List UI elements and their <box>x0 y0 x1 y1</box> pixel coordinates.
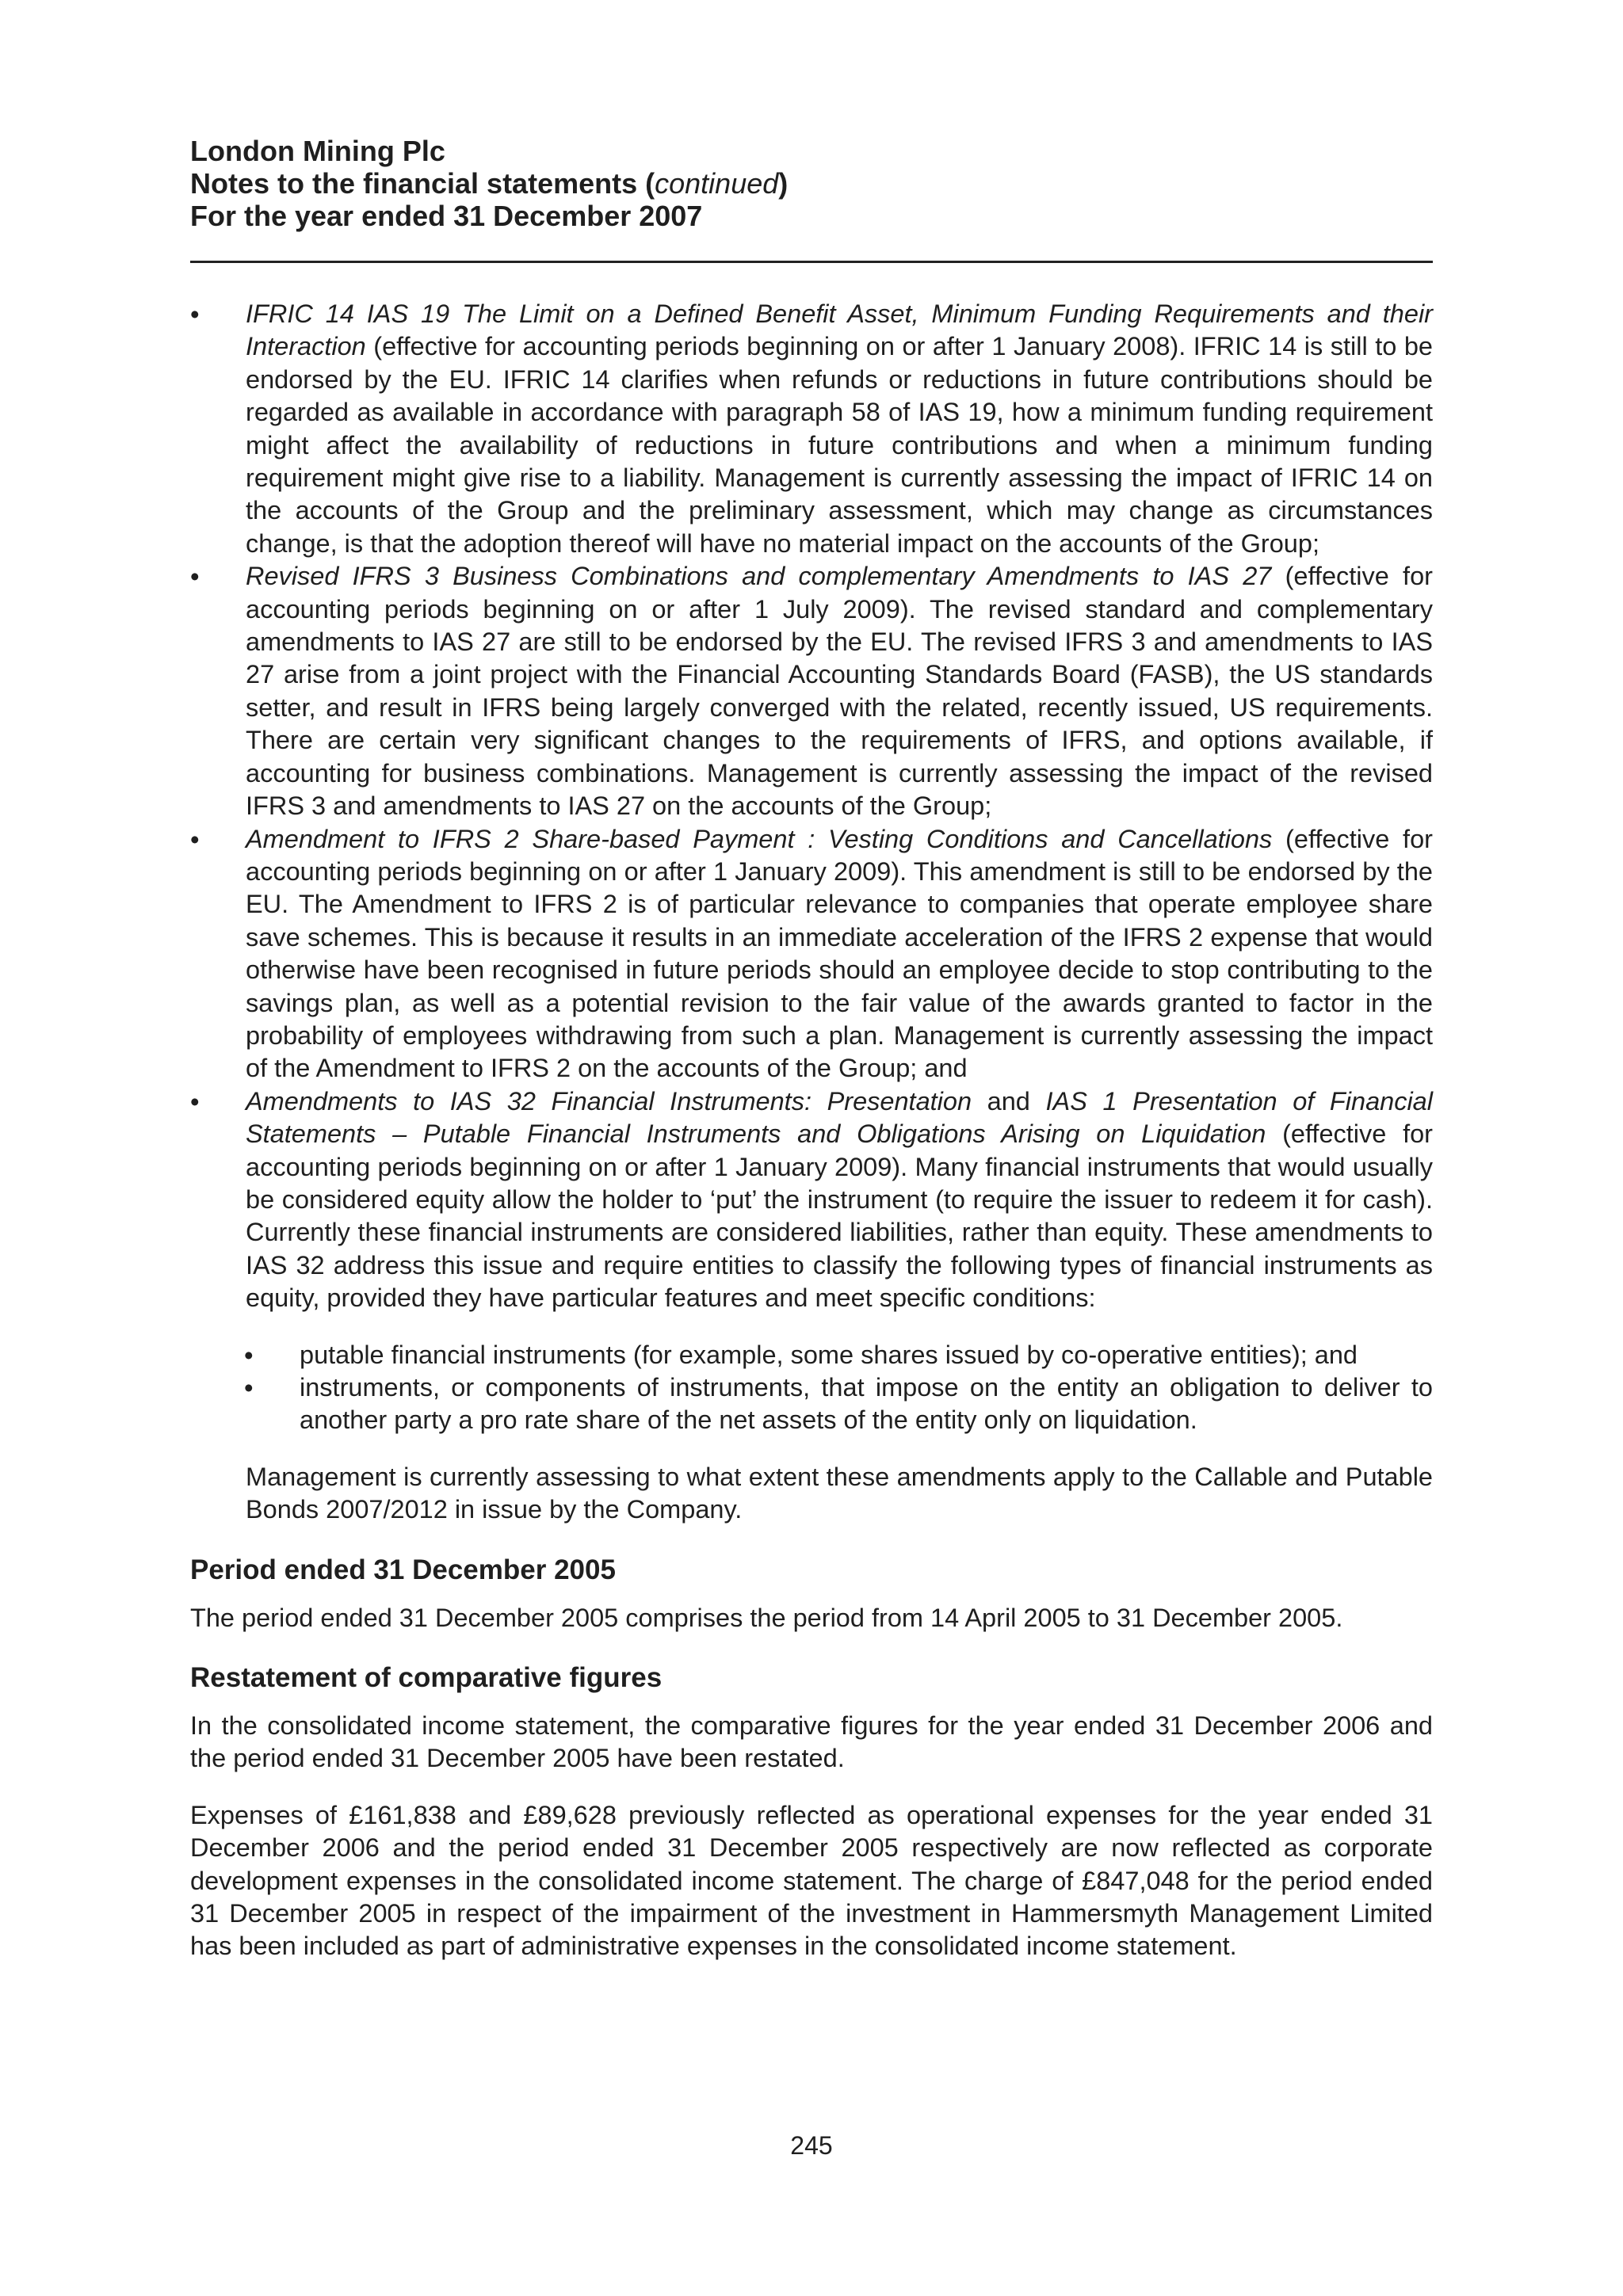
bullet-body: (effective for accounting periods beginning on or after 1 January 2009). This amendment is still to be endorsed by the EU. The Amendment to IFRS 2 is of particular relevance to companies that operate employee share save schemes. This is because it results in an immediate acceleration of the IFRS 2 expense that would otherwise have been recognised in future periods should an employee decide to stop contributing to the savings plan, as well as a potential revision to the fair value of the awards granted to factor in the probability of employees withdrawing from such a plan. Management is currently assessing the impact of the Amendment to IFRS 2 on the accounts of the Group; and <box>246 824 1433 1083</box>
section-period-body <box>190 1602 1433 1634</box>
page-number: 245 <box>790 2131 833 2160</box>
sub-bullet-item: • putable financial instruments (for example, some shares issued by co-operative entities); and <box>190 1339 1433 1371</box>
bullet-title-2: IAS 1 Presentation of Financial Statements – Putable Financial Instruments and Obligations Arising on Liquidation <box>246 1086 1433 1149</box>
bullet-body: (effective for accounting periods beginning on or after 1 January 2009). Many financial instruments that would usually be considered equity allow the holder to ‘put’ the instrument (to require the issuer to redeem it for cash). Currently these financial instruments are considered liabilities, rather than equity. These amendments to IAS 32 address this issue and require entities to classify the following types of financial instruments as equity, provided they have particular features and meet specific conditions: <box>246 1119 1433 1313</box>
standards-bullet-list <box>190 298 1433 1315</box>
bullet-ifrs-3 <box>190 560 1433 822</box>
section-restatement-body <box>190 1710 1433 1963</box>
sub-bullet-item: • instruments, or components of instruments, that impose on the entity an obligation to deliver to another party a pro rate share of the net assets of the entity only on liquidation. <box>190 1371 1433 1437</box>
bullet-title: Amendments to IAS 32 Financial Instruments: Presentation <box>246 1086 972 1116</box>
bullet-title: IFRIC 14 IAS 19 The Limit on a Defined Benefit Asset, Minimum Funding Requirements and their Interaction <box>246 299 1433 361</box>
paragraph: The period ended 31 December 2005 comprises the period from 14 April 2005 to 31 December 2005. <box>190 1603 1343 1632</box>
paragraph: In the consolidated income statement, the comparative figures for the year ended 31 December 2006 and the period ended 31 December 2005 have been restated. <box>190 1711 1433 1773</box>
notes-title: Notes to the financial statements (continued) <box>190 167 789 200</box>
company-name: London Mining Plc <box>190 135 445 167</box>
section-heading-restatement: Restatement of comparative figures <box>190 1662 663 1694</box>
header-divider <box>190 261 1433 263</box>
bullet-and: and <box>972 1086 1046 1116</box>
notes-title-text: Notes to the financial statements <box>190 167 638 200</box>
bullet-ias-32 <box>190 1085 1433 1315</box>
continued-label: continued <box>655 167 779 200</box>
document-page <box>190 135 1433 1987</box>
bullet-ifric-14 <box>190 298 1433 560</box>
bullet-title: Amendment to IFRS 2 Share-based Payment : Vesting Conditions and Cancellations <box>246 824 1273 853</box>
bullet-ifrs-2 <box>190 823 1433 1085</box>
bullet-title: Revised IFRS 3 Business Combinations and complementary Amendments to IAS 27 <box>246 562 1272 591</box>
bullet-body: (effective for accounting periods beginning on or after 1 July 2009). The revised standard and complementary amendments to IAS 27 are still to be endorsed by the EU. The revised IFRS 3 and amendments to IAS 27 arise from a joint project with the Financial Accounting Standards Board (FASB), the US standards setter, and result in IFRS being largely converged with the related, recently issued, US requirements. There are certain very significant changes to the requirements of IFRS, and options available, if accounting for business combinations. Management is currently assessing the impact of the revised IFRS 3 and amendments to IAS 27 on the accounts of the Group; <box>246 562 1433 821</box>
page-header <box>190 135 1433 232</box>
management-note: Management is currently assessing to what extent these amendments apply to the Callable and Putable Bonds 2007/2012 in issue by the Company. <box>246 1462 1433 1524</box>
bullet-body: (effective for accounting periods beginning on or after 1 January 2008). IFRIC 14 is still to be endorsed by the EU. IFRIC 14 clarifies when refunds or reductions in future contributions should be regarded as available in accordance with paragraph 58 of IAS 19, how a minimum funding requirement might affect the availability of reductions in future contributions and when a minimum funding requirement might give rise to a liability. Management is currently assessing the impact of IFRIC 14 on the accounts of the Group and the preliminary assessment, which may change as circumstances change, is that the adoption thereof will have no material impact on the accounts of the Group; <box>246 332 1433 558</box>
paragraph: Expenses of £161,838 and £89,628 previously reflected as operational expenses for the year ended 31 December 2006 and the period ended 31 December 2005 respectively are now reflected as corporate development expenses in the consolidated income statement. The charge of £847,048 for the period ended 31 December 2005 in respect of the impairment of the investment in Hammersmyth Management Limited has been included as part of administrative expenses in the consolidated income statement. <box>190 1800 1433 1961</box>
period-title: For the year ended 31 December 2007 <box>190 200 703 232</box>
section-heading-period: Period ended 31 December 2005 <box>190 1554 616 1585</box>
sub-bullet-list <box>190 1339 1433 1437</box>
